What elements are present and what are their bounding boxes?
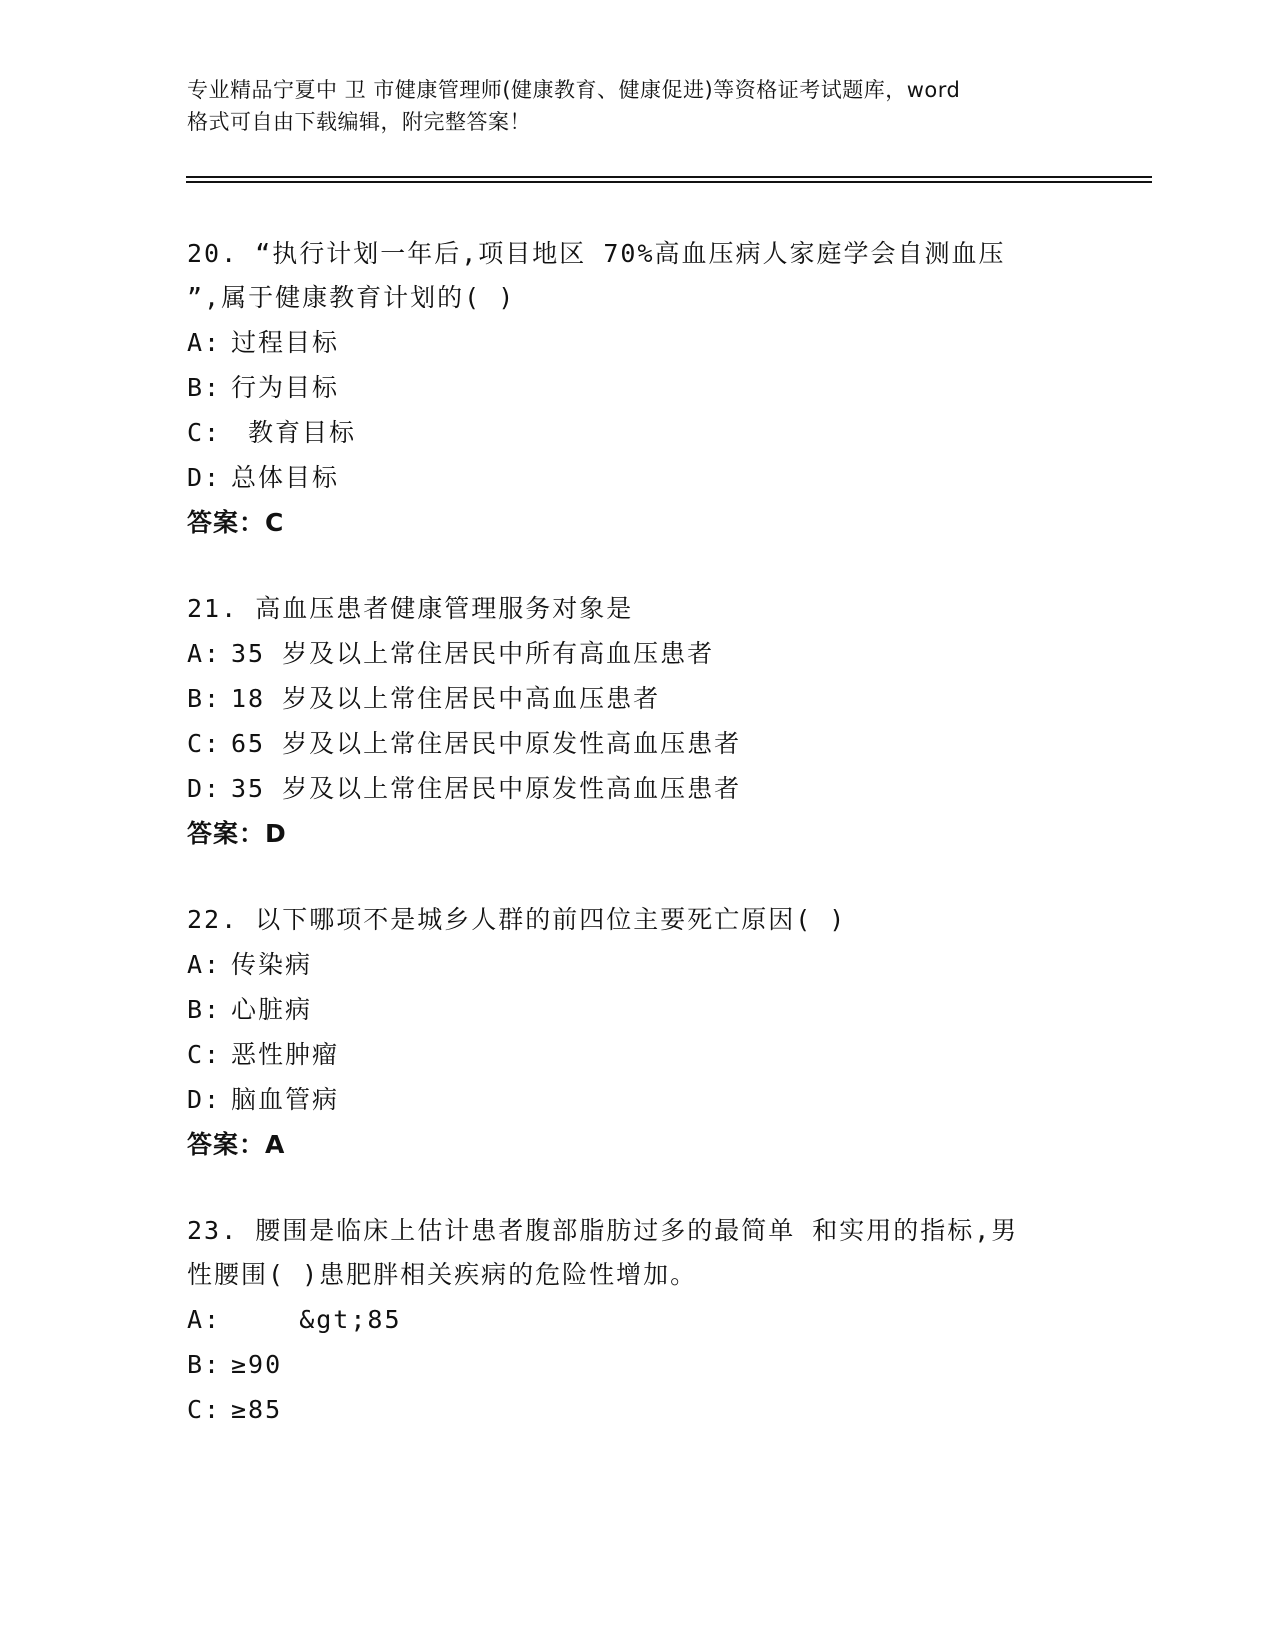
option-a bbox=[187, 320, 1107, 365]
option-text: ≥90 bbox=[231, 1350, 283, 1379]
option-c bbox=[187, 1387, 1107, 1432]
option-b bbox=[187, 676, 1107, 721]
option-letter: C: bbox=[187, 729, 222, 758]
option-text: 心脏病 bbox=[231, 995, 313, 1024]
option-letter: A: bbox=[187, 1305, 222, 1334]
question-stem: 23. 腰围是临床上估计患者腹部脂肪过多的最简单 和实用的指标,男 bbox=[187, 1216, 1019, 1245]
option-d bbox=[187, 766, 1107, 811]
option-letter: B: bbox=[187, 1350, 222, 1379]
question-stem-continued: ”,属于健康教育计划的( ) bbox=[187, 283, 516, 312]
option-text: 恶性肿瘤 bbox=[231, 1040, 340, 1069]
option-text: 65 岁及以上常住居民中原发性高血压患者 bbox=[231, 729, 742, 758]
question-list bbox=[187, 232, 1107, 1474]
option-d bbox=[187, 1077, 1107, 1122]
question-23 bbox=[187, 1209, 1107, 1432]
option-letter: C: bbox=[187, 1040, 222, 1069]
option-text: 行为目标 bbox=[231, 373, 340, 402]
answer-label: 答案：A bbox=[187, 1130, 286, 1159]
option-letter: C: bbox=[187, 418, 222, 447]
option-c bbox=[187, 1032, 1107, 1077]
option-c bbox=[187, 721, 1107, 766]
option-c bbox=[187, 410, 1107, 455]
option-d bbox=[187, 455, 1107, 500]
option-a bbox=[187, 1297, 1107, 1342]
option-letter: D: bbox=[187, 774, 222, 803]
option-text: 脑血管病 bbox=[231, 1085, 340, 1114]
option-text: &gt;85 bbox=[231, 1305, 402, 1334]
question-stem: 22. 以下哪项不是城乡人群的前四位主要死亡原因( ) bbox=[187, 905, 847, 934]
option-text: 35 岁及以上常住居民中所有高血压患者 bbox=[231, 639, 715, 668]
answer-label: 答案：D bbox=[187, 819, 287, 848]
question-21 bbox=[187, 587, 1107, 856]
option-text: ≥85 bbox=[231, 1395, 283, 1424]
answer-label: 答案：C bbox=[187, 508, 285, 537]
option-text: 总体目标 bbox=[231, 463, 340, 492]
question-22 bbox=[187, 898, 1107, 1167]
option-letter: A: bbox=[187, 328, 222, 357]
question-stem: 20. “执行计划一年后,项目地区 70%高血压病人家庭学会自测血压 bbox=[187, 239, 1006, 268]
header-line-1: 专业精品宁夏中 卫 市健康管理师(健康教育、健康促进)等资格证考试题库，word bbox=[187, 78, 961, 102]
option-letter: B: bbox=[187, 684, 222, 713]
question-stem-continued: 性腰围( )患肥胖相关疾病的危险性增加。 bbox=[187, 1260, 698, 1289]
option-text: 教育目标 bbox=[231, 418, 357, 447]
header-divider-top bbox=[186, 176, 1152, 178]
header-divider-bottom bbox=[186, 181, 1152, 183]
option-a bbox=[187, 942, 1107, 987]
option-text: 18 岁及以上常住居民中高血压患者 bbox=[231, 684, 661, 713]
option-text: 传染病 bbox=[231, 950, 313, 979]
option-a bbox=[187, 631, 1107, 676]
option-letter: A: bbox=[187, 639, 222, 668]
option-text: 过程目标 bbox=[231, 328, 340, 357]
question-20 bbox=[187, 232, 1107, 545]
option-letter: C: bbox=[187, 1395, 222, 1424]
option-b bbox=[187, 365, 1107, 410]
option-letter: D: bbox=[187, 1085, 222, 1114]
option-letter: B: bbox=[187, 995, 222, 1024]
document-header bbox=[187, 74, 1087, 138]
option-letter: D: bbox=[187, 463, 222, 492]
header-line-2: 格式可自由下载编辑，附完整答案！ bbox=[187, 110, 531, 134]
option-text: 35 岁及以上常住居民中原发性高血压患者 bbox=[231, 774, 742, 803]
option-b bbox=[187, 1342, 1107, 1387]
question-stem: 21. 高血压患者健康管理服务对象是 bbox=[187, 594, 634, 623]
option-b bbox=[187, 987, 1107, 1032]
option-letter: A: bbox=[187, 950, 222, 979]
option-letter: B: bbox=[187, 373, 222, 402]
